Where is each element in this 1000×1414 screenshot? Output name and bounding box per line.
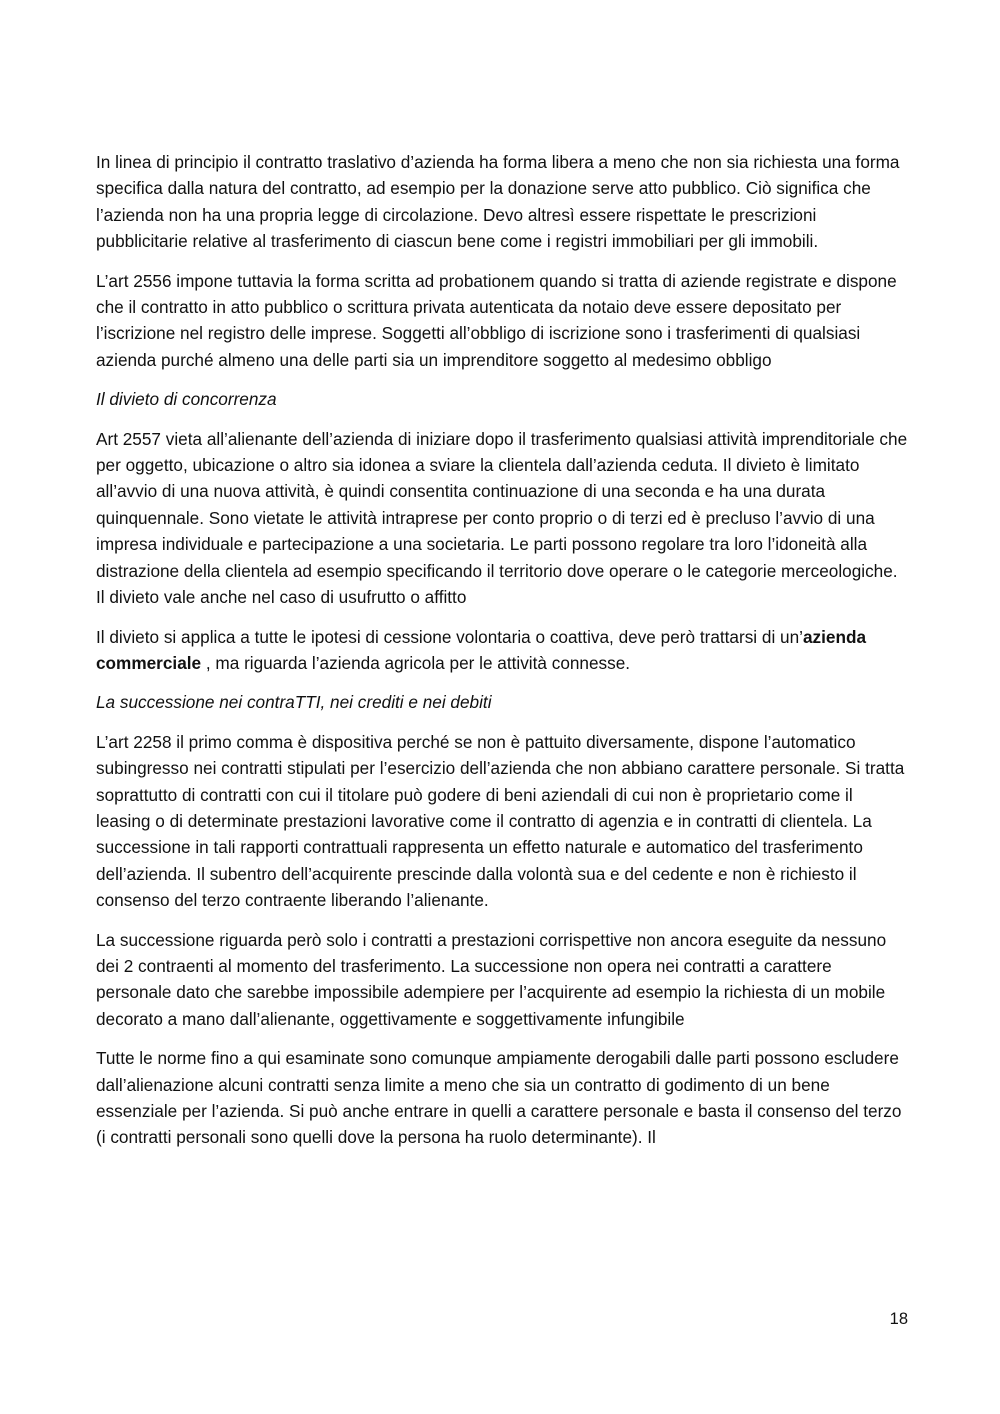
paragraph-norme-derogabili: Tutte le norme fino a qui esaminate sono comunque ampiamente derogabili dalle parti possono escludere dall’alienazione alcuni contratti senza limite a meno che sia un contratto di godimento di un bene essenziale per l’azienda. Si può anche entrare in quelli a carattere personale e basta il consenso del terzo (i contratti personali sono quelli dove la persona ha ruolo determinante). Il: [96, 1048, 902, 1148]
document-page: [96, 149, 908, 1164]
paragraph-art-2258: L’art 2258 il primo comma è dispositiva perché se non è pattuito diversamente, dispone l’automatico subingresso nei contratti stipulati per l’esercizio dell’azienda che non abbiano carattere personale. Si tratta soprattutto di contratti con cui il titolare può godere di beni aziendali di cui non è proprietario come il leasing o di determinate prestazioni lavorative come il contratto di agenzia e in contratti di clientela. La successione in tali rapporti contrattuali rappresenta un effetto naturale e automatico del trasferimento dell’azienda. Il subentro dell’acquirente prescinde dalla volontà sua e del cedente e non è richiesto il consenso del terzo contraente liberando l’alienante.: [96, 731, 905, 911]
paragraph-text-segment: Il divieto si applica a tutte le ipotesi di cessione volontaria o coattiva, deve però trattarsi di un’: [96, 626, 803, 647]
paragraph-art-2557: Art 2557 vieta all’alienante dell’azienda di iniziare dopo il trasferimento qualsiasi attività imprenditoriale che per oggetto, ubicazione o altro sia idonea a sviare la clientela dall’azienda ceduta. Il divieto è limitato all’avvio di una nuova attività, è quindi consentita continuazione di una seconda e ha una durata quinquennale. Sono vietate le attività intraprese per conto proprio o di terzi ed è precluso l’avvio di una impresa individuale e partecipazione a una societaria. Le parti possono regolare tra loro l’idoneità alla distrazione della clientela ad esempio specificando il territorio dove operare o le categorie merceologiche. Il divieto vale anche nel caso di usufrutto o affitto: [96, 428, 908, 608]
paragraph-art-2556: L’art 2556 impone tuttavia la forma scritta ad probationem quando si tratta di aziende registrate e dispone che il contratto in atto pubblico o scrittura privata autenticata da notaio deve essere depositato per l’iscrizione nel registro delle imprese. Soggetti all’obbligo di iscrizione sono i trasferimenti di qualsiasi azienda purché almeno una delle parti sia un imprenditore soggetto al medesimo obbligo: [96, 270, 897, 370]
paragraph-successione-prestazioni: La successione riguarda però solo i contratti a prestazioni corrispettive non ancora eseguite da nessuno dei 2 contraenti al momento del trasferimento. La successione non opera nei contratti a carattere personale dato che sarebbe impossibile adempiere per l’acquirente ad esempio la richiesta di un mobile decorato a mano dall’alienante, oggettivamente e soggettivamente infungibile: [96, 929, 887, 1029]
section-heading-divieto-concorrenza: Il divieto di concorrenza: [96, 389, 277, 410]
section-heading-successione-contratti: La successione nei contraTTI, nei crediti e nei debiti: [96, 692, 492, 713]
paragraph-text-segment: , ma riguarda l’azienda agricola per le attività connesse.: [201, 652, 631, 673]
paragraph-forma-contratto: In linea di principio il contratto traslativo d’azienda ha forma libera a meno che non sia richiesta una forma specifica dalla natura del contratto, ad esempio per la donazione serve atto pubblico. Ciò significa che l’azienda non ha una propria legge di circolazione. Devo altresì essere rispettate le prescrizioni pubblicitarie relative al trasferimento di ciascun bene come i registri immobiliari per gli immobili.: [96, 152, 900, 252]
page-number: 18: [889, 1310, 908, 1328]
bold-term-azienda-commerciale: azienda commerciale: [96, 626, 867, 673]
paragraph-divieto-applicazione: [96, 624, 908, 677]
